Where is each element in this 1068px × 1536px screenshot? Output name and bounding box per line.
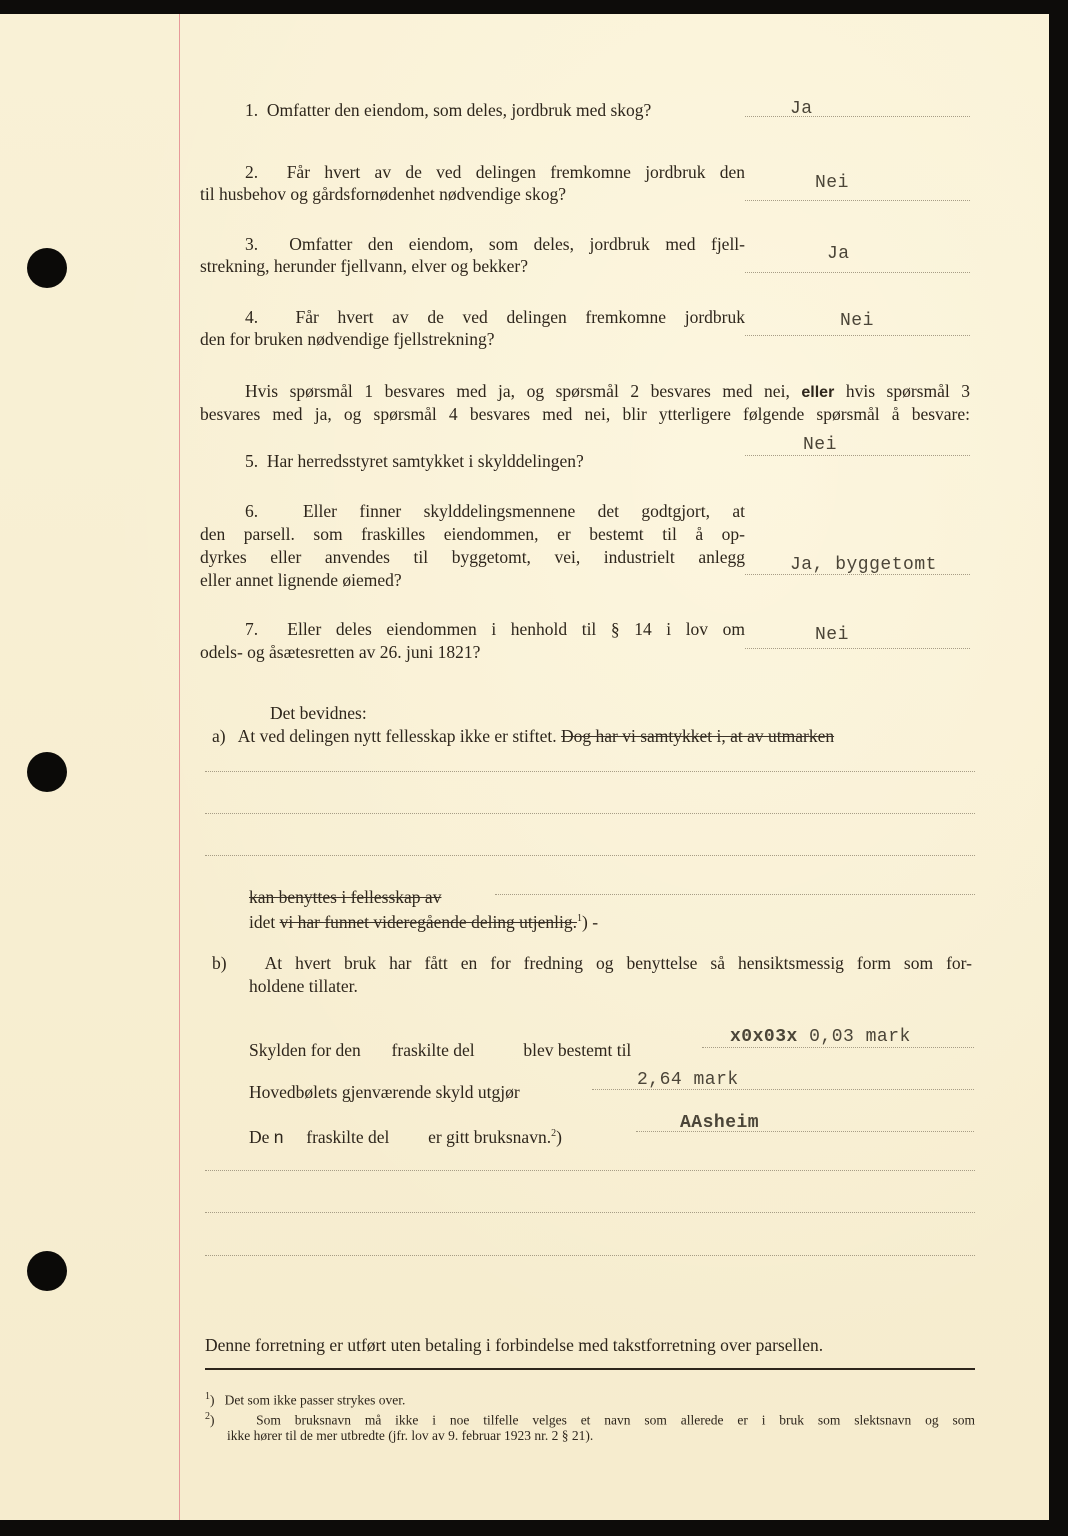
answer-4: Nei — [840, 311, 874, 331]
answer-6: Ja, byggetomt — [790, 555, 937, 575]
question-4-line-1 — [245, 306, 745, 328]
punch-hole-icon — [27, 1251, 67, 1291]
condition-bold-word: eller — [801, 384, 835, 401]
blank-line — [205, 1255, 975, 1256]
skyld-amount: 0,03 mark — [809, 1027, 911, 1047]
footnote-ref: 1 — [577, 913, 583, 924]
question-text: Har herredsstyret samtykket i skylddelingen? — [266, 451, 584, 471]
question-text: Får hvert av de ved delingen fremkomne jordbruk — [295, 307, 746, 327]
question-text: Omfatter den eiendom, som deles, jordbruk med skog? — [266, 100, 652, 120]
item-label: a) — [212, 726, 226, 746]
remaining-skyld-value: 2,64 mark — [637, 1070, 739, 1090]
question-text: Omfatter den eiendom, som deles, jordbruk med fjell- — [289, 234, 745, 254]
attest-text: At ved delingen nytt fellesskap ikke er stiftet. — [237, 726, 557, 746]
question-number: 4. — [245, 307, 259, 327]
question-5 — [245, 450, 584, 472]
question-4-line-2: den for bruken nødvendige fjellstrekning? — [200, 329, 495, 349]
blank-line — [205, 771, 975, 772]
skyld-line-1 — [249, 1039, 631, 1061]
item-label: b) — [212, 953, 227, 973]
answer-3: Ja — [827, 244, 850, 264]
answer-1: Ja — [790, 99, 813, 119]
question-2-line-1 — [245, 161, 745, 183]
attest-a-line-3 — [249, 908, 598, 933]
answer-line — [745, 200, 970, 201]
answer-line — [745, 116, 970, 117]
answer-line — [745, 648, 970, 649]
form-label: fraskilte del — [306, 1126, 390, 1147]
footnote-marker: 2 — [205, 1411, 210, 1422]
question-text: Får hvert av de ved delingen fremkomne jordbruk den — [286, 162, 746, 182]
question-6-line-3: dyrkes eller anvendes til byggetomt, vei, industrielt anlegg — [200, 547, 745, 567]
question-1 — [245, 99, 651, 121]
attest-b-line-1 — [212, 952, 972, 974]
form-label: n — [273, 1126, 284, 1147]
condition-text: Hvis spørsmål 1 besvares med ja, og spørsmål 2 besvares med nei, — [245, 381, 790, 401]
question-7-line-1 — [245, 618, 745, 640]
attest-a-line-1 — [212, 725, 834, 747]
attest-b-line-2: holdene tillater. — [249, 976, 358, 996]
answer-5: Nei — [803, 435, 837, 455]
punch-hole-icon — [27, 248, 67, 288]
answer-line — [745, 455, 970, 456]
punch-hole-icon — [27, 752, 67, 792]
closing-statement: Denne forretning er utført uten betaling i forbindelse med takstforretning over parsellen. — [205, 1335, 824, 1355]
question-text: Eller deles eiendommen i henhold til § 14 i lov om — [287, 619, 745, 639]
question-number: 6. — [245, 501, 259, 521]
blank-line — [205, 855, 975, 856]
overstruck-value: x0x03x — [730, 1027, 798, 1047]
form-label: De — [249, 1126, 270, 1147]
footnote-1: $^1$) Det som ikke passer strykes over. — [205, 1391, 406, 1408]
attest-heading: Det bevidnes: — [270, 703, 367, 723]
red-margin-line — [179, 14, 180, 1520]
question-7-line-2: odels- og åsætesretten av 26. juni 1821? — [200, 642, 481, 662]
attest-text: At hvert bruk har fått en for fredning og benyttelse så hensiktsmessig form som for- — [264, 953, 972, 973]
answer-line — [745, 335, 970, 336]
attest-text: idet — [249, 911, 276, 932]
blank-line — [205, 1170, 975, 1171]
answer-line — [745, 272, 970, 273]
blank-line — [205, 1212, 975, 1213]
question-number: 7. — [245, 619, 259, 639]
bruksnavn-value: AAsheim — [680, 1113, 760, 1133]
struck-text: Dog har vi samtykket i, at av utmarken — [560, 726, 835, 746]
footnote-ref: 2 — [551, 1128, 557, 1139]
question-6-line-4: eller annet lignende øiemed? — [200, 570, 402, 590]
condition-text: hvis spørsmål 3 — [845, 381, 971, 401]
footnote-divider — [205, 1368, 975, 1370]
footnote-2-line-2: ikke hører til de mer utbredte (jfr. lov av 9. februar 1923 nr. 2 § 21). — [227, 1428, 594, 1443]
struck-text: kan benyttes i fellesskap av — [249, 887, 442, 907]
skyld-value — [730, 1026, 911, 1048]
question-text: Eller finner skylddelingsmennene det godtgjort, at — [302, 501, 745, 521]
condition-line-2: besvares med ja, og spørsmål 4 besvares med nei, blir ytterligere følgende spørsmål å besvare: — [200, 404, 970, 424]
answer-2: Nei — [815, 173, 849, 193]
form-label: fraskilte del — [391, 1040, 475, 1060]
form-label: blev bestemt til — [523, 1040, 632, 1060]
answer-7: Nei — [815, 625, 849, 645]
document-page — [0, 14, 1049, 1520]
skyld-line-3: De n fraskilte del er gitt bruksnavn.$^2$) — [249, 1126, 562, 1147]
footnote-2-line-1: $^2$) Som bruksnavn må ikke i noe tilfelle velges et navn som allerede er i bruk som slektsnavn og som — [205, 1411, 976, 1428]
form-label: Skylden for de — [249, 1040, 353, 1060]
footnote-text: Det som ikke passer strykes over. — [224, 1392, 406, 1408]
footnote-text: Som bruksnavn må ikke i noe tilfelle velges et navn som allerede er i bruk som slektsnavn og som — [256, 1412, 976, 1428]
question-number: 2. — [245, 162, 259, 182]
question-3-line-2: strekning, herunder fjellvann, elver og bekker? — [200, 256, 528, 276]
struck-text: vi har funnet videregående deling utjenlig. — [279, 911, 578, 932]
attest-text: ) - — [582, 911, 599, 932]
blank-line — [205, 813, 975, 814]
form-label: er gitt bruksnavn. — [428, 1126, 552, 1147]
question-number: 1. — [245, 100, 259, 120]
question-3-line-1 — [245, 233, 745, 255]
condition-line-1 — [245, 380, 970, 404]
footnote-marker: 1 — [205, 1391, 210, 1402]
form-label: n — [352, 1040, 361, 1060]
blank-line — [495, 894, 975, 895]
question-number: 5. — [245, 451, 259, 471]
skyld-line-2: Hovedbølets gjenværende skyld utgjør — [249, 1082, 520, 1102]
question-2-line-2: til husbehov og gårdsfornødenhet nødvendige skog? — [200, 184, 566, 204]
attest-a-struck-line — [249, 886, 441, 908]
question-6-line-1 — [245, 500, 745, 522]
question-6-line-2: den parsell. som fraskilles eiendommen, er bestemt til å op- — [200, 524, 745, 544]
question-number: 3. — [245, 234, 259, 254]
